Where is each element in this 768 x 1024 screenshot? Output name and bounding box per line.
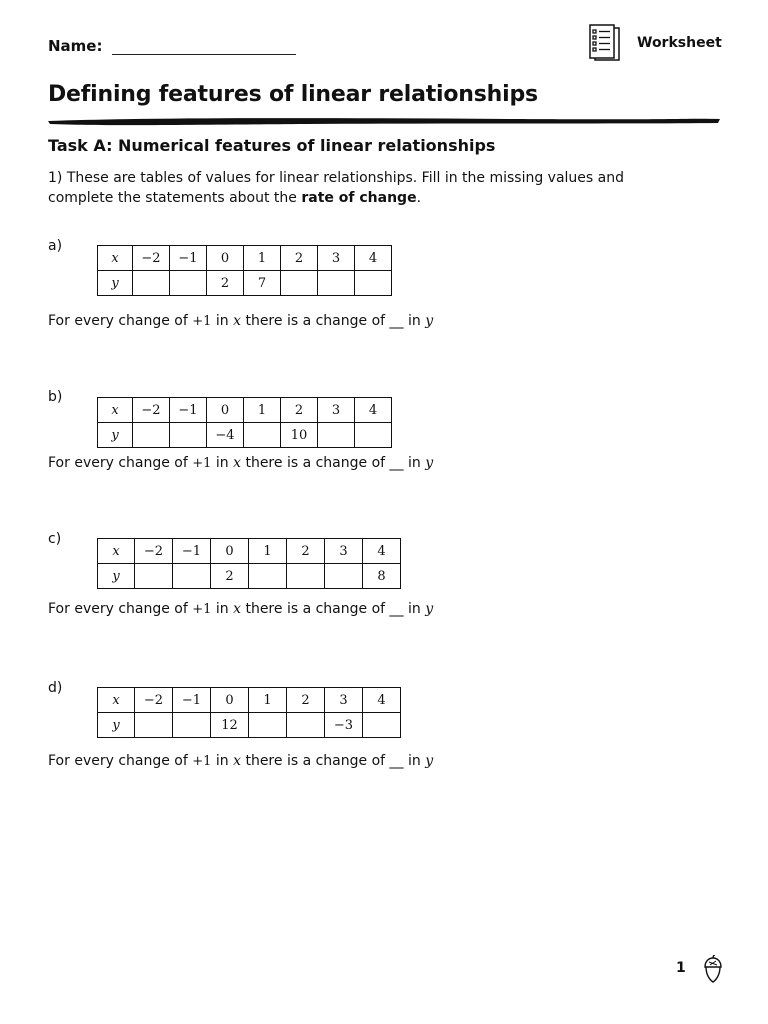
x-value-cell: 3 bbox=[318, 246, 355, 271]
part-label: d) bbox=[48, 680, 63, 696]
x-variable-label: x bbox=[98, 246, 133, 271]
instructions-text: 1) These are tables of values for linear relationships. Fill in the missing values and complete the statements about the bbox=[48, 170, 625, 206]
y-variable-label: y bbox=[98, 564, 135, 589]
x-value-cell: 0 bbox=[211, 539, 249, 564]
y-missing-value-cell[interactable] bbox=[170, 423, 207, 448]
acorn-logo-icon bbox=[701, 955, 725, 983]
page-number: 1 bbox=[676, 960, 686, 976]
table-of-values bbox=[97, 538, 401, 589]
x-value-cell: 0 bbox=[207, 398, 244, 423]
x-value-cell: 4 bbox=[363, 539, 401, 564]
y-value-cell: 7 bbox=[244, 271, 281, 296]
x-value-cell: −1 bbox=[170, 398, 207, 423]
instructions-end: . bbox=[416, 190, 422, 206]
y-value-cell: 12 bbox=[211, 713, 249, 738]
rate-of-change-statement bbox=[48, 313, 433, 329]
statement-text: there is a change of bbox=[241, 455, 390, 471]
x-value-cell: −1 bbox=[173, 539, 211, 564]
x-value-cell: 4 bbox=[355, 246, 392, 271]
y-missing-value-cell[interactable] bbox=[355, 271, 392, 296]
y-variable-label: y bbox=[98, 713, 135, 738]
y-variable-label: y bbox=[98, 271, 133, 296]
statement-text: in bbox=[403, 601, 426, 617]
y-missing-value-cell[interactable] bbox=[135, 564, 173, 589]
x-value-cell: 3 bbox=[325, 688, 363, 713]
statement-text: For every change of bbox=[48, 601, 193, 617]
y-missing-value-cell[interactable] bbox=[363, 713, 401, 738]
y-missing-value-cell[interactable] bbox=[173, 564, 211, 589]
x-row bbox=[98, 398, 392, 423]
y-value-cell: 8 bbox=[363, 564, 401, 589]
statement-delta: +1 bbox=[192, 456, 212, 471]
table-of-values bbox=[97, 397, 392, 448]
instructions-bold-term: rate of change bbox=[301, 190, 417, 206]
statement-x-variable: x bbox=[233, 601, 241, 617]
x-value-cell: 2 bbox=[287, 539, 325, 564]
statement-x-variable: x bbox=[233, 753, 241, 769]
statement-text: in bbox=[211, 455, 234, 471]
x-value-cell: −1 bbox=[173, 688, 211, 713]
statement-delta: +1 bbox=[192, 314, 212, 329]
statement-text: in bbox=[403, 313, 426, 329]
x-value-cell: −2 bbox=[135, 539, 173, 564]
statement-y-variable: y bbox=[425, 753, 434, 769]
table-of-values bbox=[97, 687, 401, 738]
x-value-cell: 1 bbox=[244, 246, 281, 271]
y-missing-value-cell[interactable] bbox=[287, 564, 325, 589]
x-value-cell: 1 bbox=[249, 539, 287, 564]
y-row bbox=[98, 564, 401, 589]
answer-blank[interactable]: __ bbox=[389, 601, 404, 617]
worksheet-document-icon bbox=[587, 24, 623, 64]
x-variable-label: x bbox=[98, 398, 133, 423]
x-row bbox=[98, 688, 401, 713]
statement-x-variable: x bbox=[233, 313, 241, 329]
name-colon: : bbox=[96, 37, 103, 55]
answer-blank[interactable]: __ bbox=[389, 753, 404, 769]
statement-y-variable: y bbox=[425, 601, 434, 617]
y-missing-value-cell[interactable] bbox=[281, 271, 318, 296]
statement-text: in bbox=[211, 601, 234, 617]
part-label: b) bbox=[48, 389, 63, 405]
y-missing-value-cell[interactable] bbox=[249, 713, 287, 738]
y-missing-value-cell[interactable] bbox=[355, 423, 392, 448]
answer-blank[interactable]: __ bbox=[389, 313, 404, 329]
x-variable-label: x bbox=[98, 539, 135, 564]
y-missing-value-cell[interactable] bbox=[133, 423, 170, 448]
y-missing-value-cell[interactable] bbox=[135, 713, 173, 738]
statement-text: For every change of bbox=[48, 753, 193, 769]
y-value-cell: 10 bbox=[281, 423, 318, 448]
x-variable-label: x bbox=[98, 688, 135, 713]
title-underline-brush bbox=[46, 114, 722, 128]
x-value-cell: 1 bbox=[244, 398, 281, 423]
name-field-row bbox=[48, 36, 296, 55]
x-value-cell: −2 bbox=[133, 246, 170, 271]
statement-text: in bbox=[403, 753, 426, 769]
y-row bbox=[98, 423, 392, 448]
x-value-cell: 2 bbox=[281, 246, 318, 271]
part-label: a) bbox=[48, 238, 63, 254]
y-missing-value-cell[interactable] bbox=[318, 423, 355, 448]
x-value-cell: −2 bbox=[133, 398, 170, 423]
x-value-cell: 4 bbox=[363, 688, 401, 713]
x-value-cell: 2 bbox=[281, 398, 318, 423]
name-label: Name bbox=[48, 37, 97, 55]
table-of-values bbox=[97, 245, 392, 296]
x-row bbox=[98, 539, 401, 564]
task-instructions bbox=[48, 168, 688, 208]
answer-blank[interactable]: __ bbox=[389, 455, 404, 471]
y-value-cell: −4 bbox=[207, 423, 244, 448]
task-title: Task A: Numerical features of linear relationships bbox=[48, 136, 496, 155]
name-input-line[interactable] bbox=[112, 36, 296, 55]
y-value-cell: 2 bbox=[207, 271, 244, 296]
part-label: c) bbox=[48, 531, 62, 547]
y-missing-value-cell[interactable] bbox=[325, 564, 363, 589]
statement-text: For every change of bbox=[48, 313, 193, 329]
y-missing-value-cell[interactable] bbox=[173, 713, 211, 738]
statement-text: For every change of bbox=[48, 455, 193, 471]
y-missing-value-cell[interactable] bbox=[170, 271, 207, 296]
statement-y-variable: y bbox=[425, 313, 434, 329]
y-value-cell: 2 bbox=[211, 564, 249, 589]
rate-of-change-statement bbox=[48, 601, 433, 617]
statement-text: in bbox=[211, 313, 234, 329]
y-missing-value-cell[interactable] bbox=[133, 271, 170, 296]
x-value-cell: 3 bbox=[325, 539, 363, 564]
x-value-cell: 3 bbox=[318, 398, 355, 423]
rate-of-change-statement bbox=[48, 455, 433, 471]
y-variable-label: y bbox=[98, 423, 133, 448]
x-value-cell: −2 bbox=[135, 688, 173, 713]
statement-text: there is a change of bbox=[241, 753, 390, 769]
y-missing-value-cell[interactable] bbox=[287, 713, 325, 738]
statement-text: there is a change of bbox=[241, 601, 390, 617]
page-title: Defining features of linear relationships bbox=[48, 82, 538, 107]
x-value-cell: 0 bbox=[211, 688, 249, 713]
statement-text: in bbox=[211, 753, 234, 769]
y-missing-value-cell[interactable] bbox=[249, 564, 287, 589]
x-value-cell: 4 bbox=[355, 398, 392, 423]
statement-text: there is a change of bbox=[241, 313, 390, 329]
statement-y-variable: y bbox=[425, 455, 434, 471]
x-value-cell: 1 bbox=[249, 688, 287, 713]
statement-text: in bbox=[403, 455, 426, 471]
worksheet-badge-label: Worksheet bbox=[637, 35, 722, 51]
statement-delta: +1 bbox=[192, 602, 212, 617]
y-missing-value-cell[interactable] bbox=[244, 423, 281, 448]
y-missing-value-cell[interactable] bbox=[318, 271, 355, 296]
statement-x-variable: x bbox=[233, 455, 241, 471]
statement-delta: +1 bbox=[192, 754, 212, 769]
rate-of-change-statement bbox=[48, 753, 433, 769]
x-value-cell: −1 bbox=[170, 246, 207, 271]
y-row bbox=[98, 713, 401, 738]
y-row bbox=[98, 271, 392, 296]
x-row bbox=[98, 246, 392, 271]
x-value-cell: 0 bbox=[207, 246, 244, 271]
x-value-cell: 2 bbox=[287, 688, 325, 713]
y-value-cell: −3 bbox=[325, 713, 363, 738]
